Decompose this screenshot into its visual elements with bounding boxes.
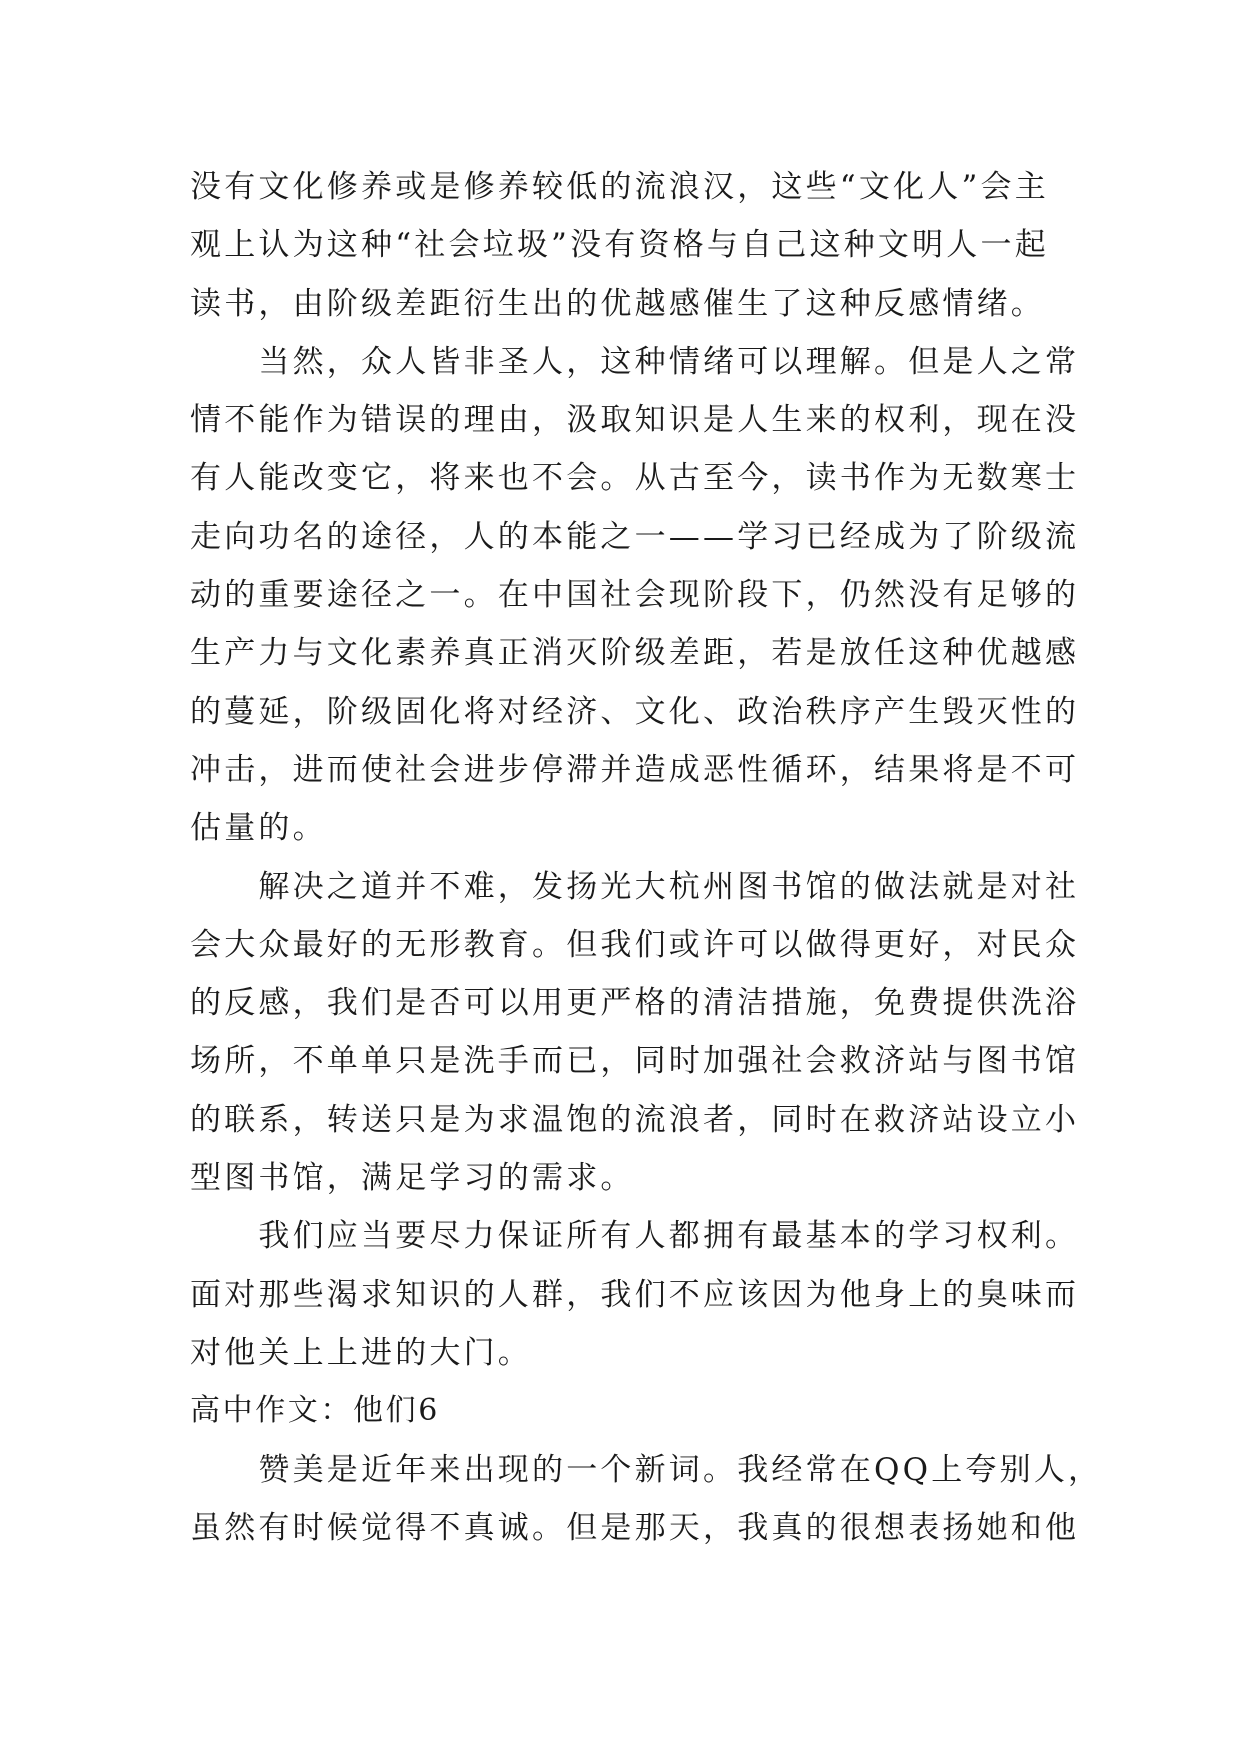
text-line: 的联系，转送只是为求温饱的流浪者，同时在救济站设立小: [190, 1101, 1080, 1138]
text-line: 有人能改变它，将来也不会。从古至今，读书作为无数寒士: [190, 460, 1080, 497]
text-line: 对他关上上进的大门。: [190, 1334, 532, 1371]
text-line: 虽然有时候觉得不真诚。但是那天，我真的很想表扬她和他: [190, 1509, 1080, 1546]
text-line: 场所，不单单只是洗手而已，同时加强社会救济站与图书馆: [190, 1043, 1080, 1080]
text-line: 没有文化修养或是修养较低的流浪汉，这些“文化人”会主: [190, 169, 1049, 205]
text-line: 赞美是近年来出现的一个新词。我经常在QQ上夸别人，: [190, 1451, 1103, 1488]
text-line: 会大众最好的无形教育。但我们或许可以做得更好，对民众: [190, 926, 1080, 963]
text-line: 当然，众人皆非圣人，这种情绪可以理解。但是人之常: [190, 343, 1080, 380]
text-line: 情不能作为错误的理由，汲取知识是人生来的权利，现在没: [190, 402, 1080, 439]
text-line: 估量的。: [190, 810, 327, 847]
text-line: 面对那些渴求知识的人群，我们不应该因为他身上的臭味而: [190, 1276, 1080, 1313]
text-line: 动的重要途径之一。在中国社会现阶段下，仍然没有足够的: [190, 577, 1080, 614]
text-line: 解决之道并不难，发扬光大杭州图书馆的做法就是对社: [190, 868, 1080, 905]
text-line: 冲击，进而使社会进步停滞并造成恶性循环，结果将是不可: [190, 751, 1080, 788]
text-line: 型图书馆，满足学习的需求。: [190, 1160, 635, 1197]
text-line: 生产力与文化素养真正消灭阶级差距，若是放任这种优越感: [190, 635, 1080, 672]
text-line: 的蔓延，阶级固化将对经济、文化、政治秩序产生毁灭性的: [190, 693, 1080, 730]
section-heading: 高中作文：他们6: [190, 1393, 440, 1429]
body-text: [190, 158, 1103, 1557]
text-line: 观上认为这种“社会垃圾”没有资格与自己这种文明人一起: [190, 227, 1049, 264]
text-line: 的反感，我们是否可以用更严格的清洁措施，免费提供洗浴: [190, 985, 1080, 1022]
text-line: 我们应当要尽力保证所有人都拥有最基本的学习权利。: [190, 1218, 1080, 1255]
text-line: 走向功名的途径，人的本能之一——学习已经成为了阶级流: [190, 518, 1080, 555]
text-line: 读书，由阶级差距衍生出的优越感催生了这种反感情绪。: [190, 285, 1045, 322]
